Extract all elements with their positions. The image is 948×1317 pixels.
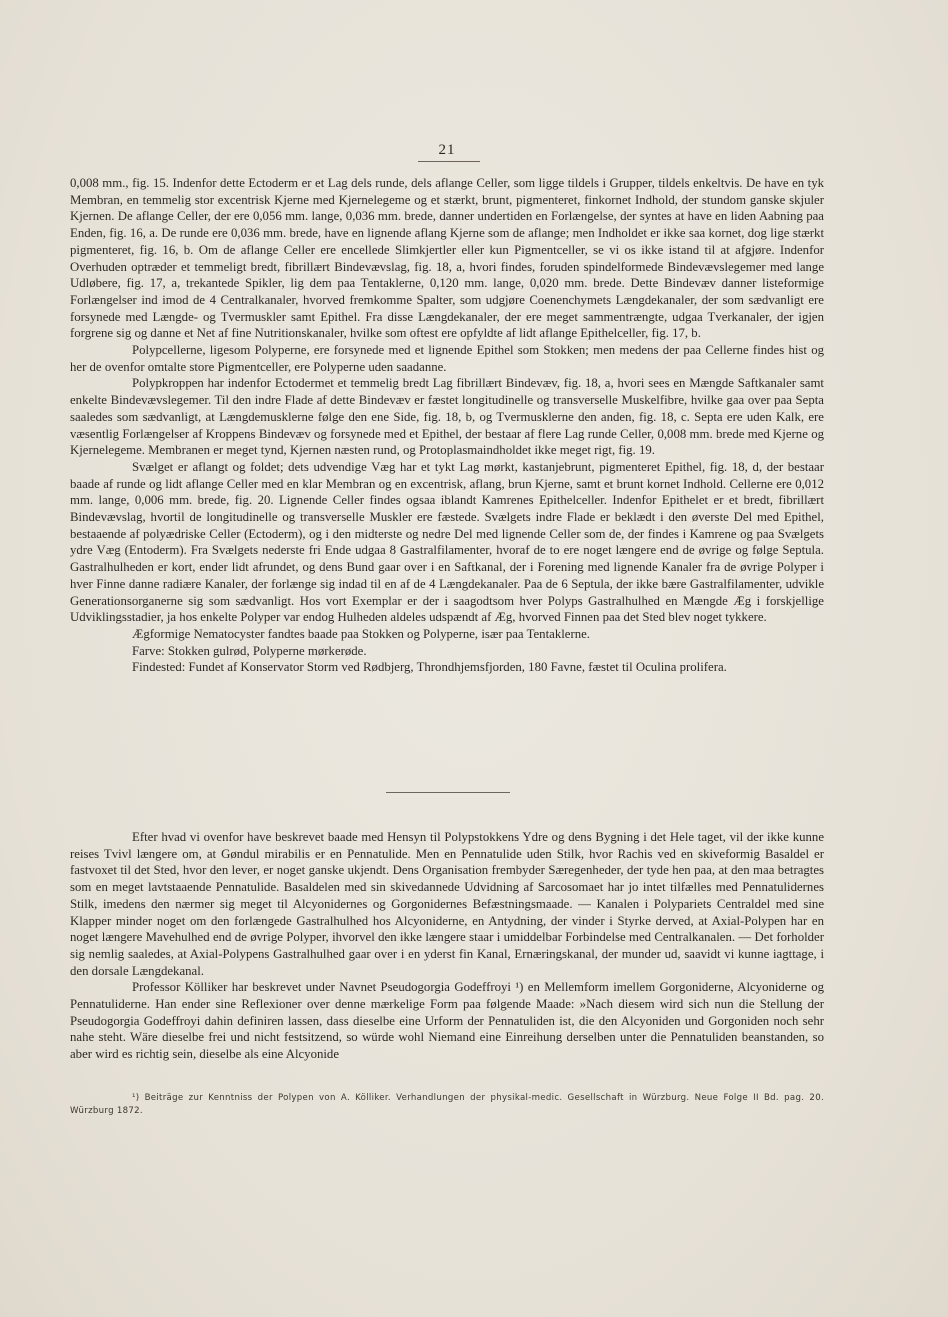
paragraph: Svælget er aflangt og foldet; dets udvendige Væg har et tykt Lag mørkt, kastanjebrunt, pigmenteret Epithel, fig. 18, d, der bestaar baade af runde og lidt aflange Celler med en klar Membran og en excentrisk, aflang, brun Kjerne, samt et brunt kornet Indhold. Cellerne ere 0,012 mm. lange, 0,006 mm. brede, fig. 20. Lignende Celler findes ogsaa iblandt Kamrenes Epithelceller. Indenfor Epithelet er et bredt, fibrillært Bindevævslag, hvortil de longitudinelle og transverselle Muskler ere fæstede. Svælgets indre Flade er beklædt i den øverste Del med Epithel, bestaaende af polyædriske Celler (Ectoderm), og i den midterste og nedre Del med lignende Celler som de, der findes i Kamrene og paa Svælgets ydre Væg (Entoderm). Fra Svælgets nederste fri Ende udgaa 8 Gastralfilamenter, hvoraf de to ere noget længere end de øvrige og følge Septula. Gastralhulheden er kort, ender lidt afrundet, og dens Bund gaar over i en Saftkanal, der i Forening med lignende Kanaler fra de øvrige Polyper i hver Finne danne radiære Kanaler, der forlænge sig indad til en af de 4 Længdekanaler. Paa de 6 Septula, der ikke bære Gastralfilamenter, udvikle Generationsorganerne sig som sædvanligt. Hos vort Exemplar er der i saagodtsom hver Polyps Gastralhulhed en Mængde Æg i forskjellige Udviklingsstadier, ja hos enkelte Polyper var endog Hulheden aldeles udspændt af Æg, hvorved Finnen paa det Sted blev noget tykkere. — [70, 459, 824, 625]
paragraph: Professor Kölliker har beskrevet under Navnet Pseudogorgia Godeffroyi ¹) en Mellemform imellem Gorgoniderne, Alcyoniderne og Pennatuliderne. Han ender sine Reflexioner over denne mærkelige Form paa følgende Maade: »Nach diesem wird sich nun die Stellung der Pseudogorgia Godeffroyi dahin definiren lassen, dass dieselbe eine Urform der Pennatuliden ist, die den Alcyoniden und Gorgoniden noch sehr nahe steht. Wäre dieselbe frei und nicht festsitzend, so würde wohl Niemand eine Einreihung derselben unter die Pennatuliden beanstanden, so aber wird es richtig sein, dieselbe als eine Alcyonide — [70, 980, 824, 1062]
section-separator — [386, 792, 510, 793]
paragraph: Findested: Fundet af Konservator Storm ved Rødbjerg, Throndhjemsfjorden, 180 Favne, fæstet til Oculina prolifera. — [132, 660, 727, 675]
footnote — [70, 1092, 824, 1117]
text-block-discussion — [70, 829, 824, 1063]
paragraph: Polypcellerne, ligesom Polyperne, ere forsynede med et lignende Epithel som Stokken; men medens der paa Cellerne findes hist og her de ovenfor omtalte store Pigmentceller, ere Polyperne uden saadanne. — [70, 343, 824, 374]
page-number: 21 — [438, 142, 456, 158]
footnote-text: ¹) Beiträge zur Kenntniss der Polypen von A. Kölliker. Verhandlungen der physikal-medic. Gesellschaft in Würzburg. Neue Folge II Bd. pag. 20. Würzburg 1872. — [70, 1093, 824, 1116]
paragraph: Efter hvad vi ovenfor have beskrevet baade med Hensyn til Polypstokkens Ydre og dens Bygning i det Hele taget, vil der ikke kunne reises Tvivl længere om, at Gøndul mirabilis er en Pennatulide. Men en Pennatulide uden Stilk, hvor Rachis ved en skiveformig Basaldel er fastvoxet til det Sted, hvor den lever, er noget ganske ukjendt. Dens Organisation frembyder Særegenheder, der tyde hen paa, at den maa betragtes som en meget lavtstaaende Pennatulide. Basaldelen med sin skivedannede Udvidning af Sarcosomaet har jo intet tilfælles med Pennatulidernes Stilk, imedens den nærmer sig meget til Alcyonidernes og Gorgonidernes Befæstningsmaade. — Kanalen i Polypariets Centraldel med sine Klapper minder noget om den forlængede Gastralhulhed hos Alcyoniderne, en Antydning, der vinder i Styrke derved, at Axial-Polypen har en noget længere Mavehulhed end de øvrige Polyper, ihvorvel den ikke længere staar i umiddelbar Forbindelse med Centralkanalen. — Det forholder sig nemlig saaledes, at Axial-Polypens Gastralhulhed gaar over i en yderst fin Kanal, Ernæringskanal, der munder ud, saavidt vi kunne iagttage, i den dorsale Længdekanal. — [70, 830, 824, 978]
paragraph: 0,008 mm., fig. 15. Indenfor dette Ectoderm er et Lag dels runde, dels aflange Celler, som ligge tildels i Grupper, tildels enkeltvis. De have en tyk Membran, en temmelig stor excentrisk Kjerne med Kjernelegeme og et stærkt, brunt, pigmenteret, finkornet Indhold, der stundom ganske skjuler Kjernen. De aflange Celler, der ere 0,056 mm. lange, 0,036 mm. brede, danner undertiden en Forlængelse, der syntes at have en liden Aabning paa Enden, fig. 16, a. De runde ere 0,036 mm. brede, have en lignende aflang Kjerne som de aflange; men Indholdet er ikke saa kornet, dog lige stærkt pigmenteret, fig. 16, b. Om de aflange Celler ere encellede Slimkjertler eller kun Pigmentceller, se vi os ikke istand til at afgjøre. Indenfor Overhuden optræder et temmeligt bredt, fibrillært Bindevævslag, fig. 18, a, hvori findes, foruden spindelformede Bindevævslegemer med lange Udløbere, fig. 17, a, trekantede Spikler, lig dem paa Tentaklerne, 0,120 mm. lange, 0,020 mm. brede. Dette Bindevæv danner listeformige Forlængelser ind imod de 4 Centralkanaler, hvorved fremkomme Spalter, som udgjøre Coenenchymets Længdekanaler, der som sædvanligt ere forsynede med Længde- og Tvermuskler samt Epithel. Fra disse Længdekanaler, der ere meget sammentrængte, udgaa Tverkanaler, der igjen forgrene sig og danne et Net af fine Nutritionskanaler, hvilke som oftest ere opfyldte af lidt aflange Epithelceller, fig. 17, b. — [70, 176, 824, 341]
paragraph: Farve: Stokken gulrød, Polyperne mørkerøde. — [132, 643, 367, 658]
text-block-species-description — [70, 175, 824, 676]
paragraph: Ægformige Nematocyster fandtes baade paa Stokken og Polyperne, især paa Tentaklerne. — [132, 626, 590, 641]
header-rule — [418, 161, 480, 162]
paragraph: Polypkroppen har indenfor Ectodermet et temmelig bredt Lag fibrillært Bindevæv, fig. 18, a, hvori sees en Mængde Saftkanaler samt enkelte Bindevævslegemer. Til den indre Flade af dette Bindevæv er fæstet longitudinelle og transverselle Muskelfibre, hvilke gaa over paa Septa saaledes som sædvanligt, at Længdemusklerne følge den ene Side, fig. 18, b, og Tvermusklerne den anden, fig. 18, c. Septa ere uden Kalk, ere væsentlig Forlængelser af Kroppens Bindevæv og forsynede med et Epithel, der bestaar af flere Lag runde Celler, 0,008 mm. brede med Kjerne og Kjernelegeme. Membranen er meget tynd, Kjernen næsten rund, og Protoplasmaindholdet ikke meget rigt, fig. 19. — [70, 376, 824, 458]
